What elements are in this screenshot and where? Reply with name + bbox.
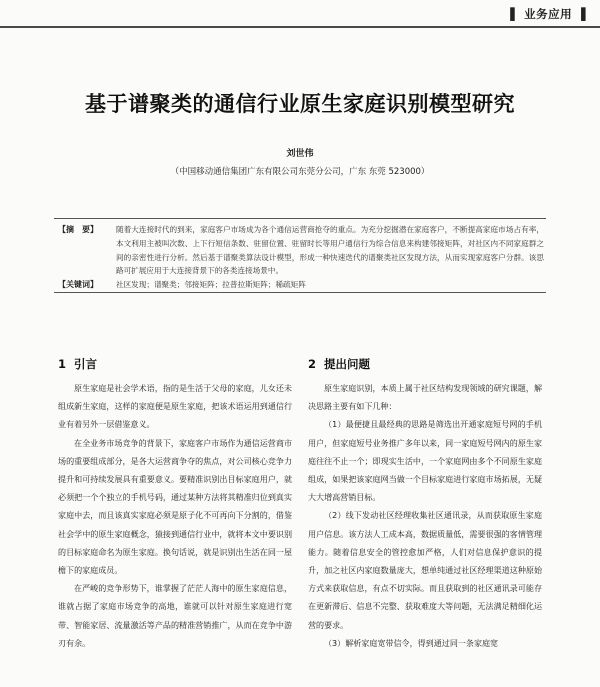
column-left <box>58 356 292 653</box>
section-heading-problem <box>308 356 542 374</box>
abstract-text: 随着大连接时代的到来，家庭客户市场成为各个通信运营商抢夺的重点。为充分挖掘潜在家庭客户，不断提高家庭市场占有率，本文利用主被叫次数、上下行短信条数、驻留位置、驻留时长等用户通信行为综合信息来构建邻接矩阵，对社区内不同家庭群之间的亲密性进行分析。然后基于谱聚类算法设计模型，形成一种快速迭代的谱聚类社区发现方法，从而实现家庭客户分群。该思路可扩展应用于大连接背景下的各类连接场景中。 <box>116 225 544 276</box>
paragraph: 在严峻的竞争形势下，谁掌握了茫茫人海中的原生家庭信息，谁就占据了家庭市场竞争的高地，谁就可以针对原生家庭进行宽带、智能家居、流量激活等产品的精准营销推广，从而在竞争中游刃有余。 <box>58 584 292 648</box>
column-right <box>308 356 542 653</box>
paragraph: 原生家庭识别，本质上属于社区结构发现领域的研究课题，解决思路主要有如下几种： <box>308 384 542 412</box>
section-title: 提出问题 <box>324 357 371 371</box>
paragraph: （1）最便捷且最经典的思路是筛选出开通家庭短号网的手机用户，但家庭短号业务推广多年以来，同一家庭短号网内的原生家庭往往不止一个；即现实生活中，一个家庭网由多个不同原生家庭组成，如果把该家庭网当做一个目标家庭进行家庭市场拓展，无疑大大增高营销目标。 <box>308 420 542 503</box>
paragraph: （3）解析家庭宽带信令，得到通过同一条家庭宽 <box>324 638 499 648</box>
paragraph: （2）线下发动社区经理收集社区通讯录，从而获取原生家庭用户信息。该方法人工成本高，数据质量低，需要很强的客情管理能力。随着信息安全的管控愈加严格，人们对信息保护意识的提升，加之社区内家庭数量庞大，想单纯通过社区经理渠道这种原始方式来获取信息，有点不切实际。而且获取到的社区通讯录可能存在更新滞后、信息不完整、获取难度大等问题，无法满足精细化运营的要求。 <box>308 511 542 630</box>
section-tag: ▌ 业务应用 ▐ <box>510 7 586 21</box>
section-number: 1 <box>58 357 67 371</box>
header-rule <box>0 26 600 28</box>
keywords-label: 【关键词】 <box>58 280 98 289</box>
keywords-text: 社区发现；谱聚类；邻接矩阵；拉普拉斯矩阵；稀疏矩阵 <box>116 280 306 289</box>
section-title: 引言 <box>74 357 98 371</box>
paragraph: 原生家庭是社会学术语，指的是生活于父母的家庭，儿女还未组成新生家庭，这样的家庭便是原生家庭，把该术语运用到通信行业有着另外一层借鉴意义。 <box>58 384 292 430</box>
article-title: 基于谱聚类的通信行业原生家庭识别模型研究 <box>85 92 515 116</box>
section-number: 2 <box>308 357 317 371</box>
abstract-rule-top <box>54 218 546 219</box>
paragraph: 在全业务市场竞争的背景下，家庭客户市场作为通信运营商市场的重要组成部分，是各大运营商争夺的焦点，对公司核心竞争力提升和可持续发展具有重要意义。要精准识别出目标家庭用户，就必须把一个个独立的手机号码，通过某种方法将其精准归位到真实家庭中去，而且该真实家庭必须是原子化不可再向下分割的，借鉴社会学中的原生家庭概念，猿接到通信行业中，就将本文中要识别的目标家庭命名为原生家庭。换句话说，就是识别出生活在同一屋檐下的家庭成员。 <box>58 438 292 576</box>
article-author: 刘世伟 <box>286 149 314 159</box>
abstract-label: 【摘 要】 <box>58 225 98 234</box>
abstract-rule-bottom <box>54 292 546 293</box>
article-affiliation: （中国移动通信集团广东有限公司东莞分公司，广东 东莞 523000） <box>170 167 430 177</box>
section-heading-intro <box>58 356 292 374</box>
